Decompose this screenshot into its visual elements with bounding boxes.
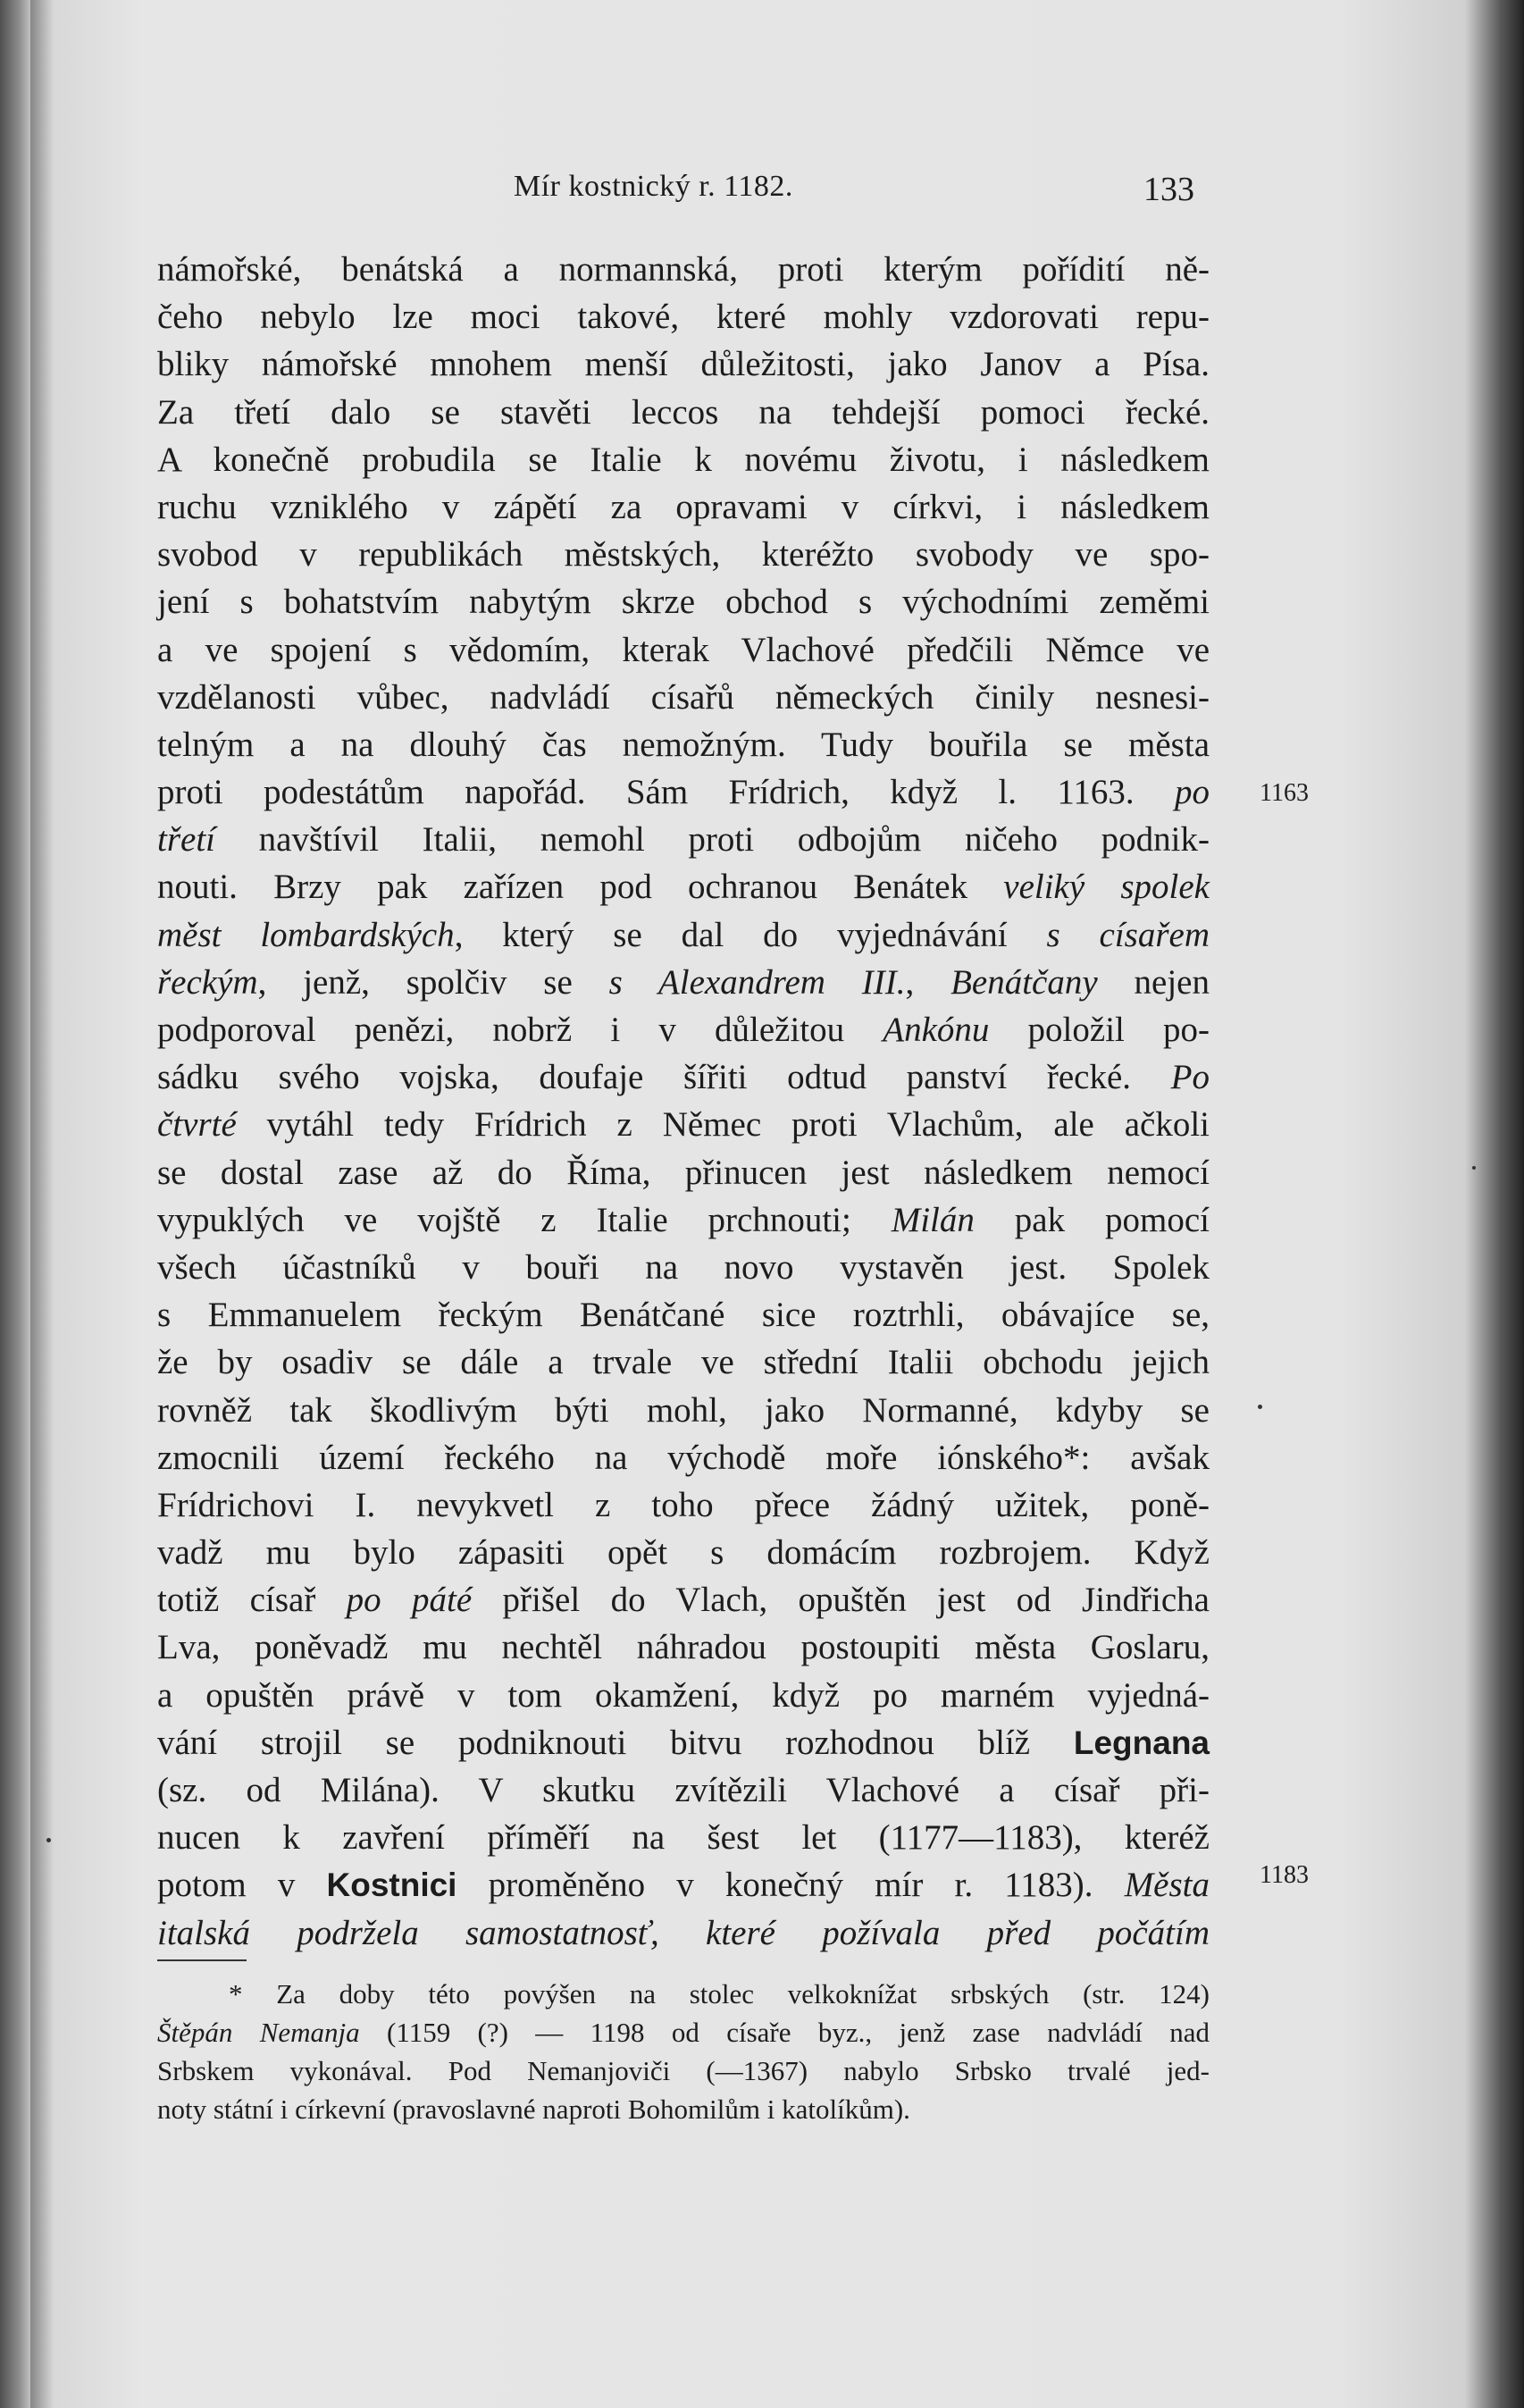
- margin-year-note: 1183: [1260, 1861, 1309, 1889]
- bold-place-name: Kostnici: [326, 1867, 457, 1904]
- body-text: [157, 246, 1210, 1957]
- text-line: svobod v republikách městských, kteréžto svobody ve spo-: [157, 535, 1210, 575]
- text-run: položil po-: [989, 1011, 1210, 1049]
- text-run: totiž císař: [157, 1581, 347, 1620]
- text-line: (sz. od Milána). V skutku zvítězili Vlachové a císař při-: [157, 1771, 1210, 1809]
- text-line: zmocnili území řeckého na východě moře iónského*: avšak: [157, 1438, 1210, 1477]
- italic-run: po páté: [346, 1581, 473, 1620]
- text-line: [157, 1196, 1210, 1244]
- text-line: [157, 1861, 1210, 1909]
- margin-year-note: 1163: [1260, 779, 1309, 807]
- page-header: [0, 170, 1524, 214]
- text-line: [157, 1053, 1210, 1101]
- text-line: a opuštěn právě v tom okamžení, když po marném vyjedná-: [157, 1675, 1210, 1715]
- text-line: [157, 863, 1210, 910]
- text-run: navštívil Italii, nemohl proti odbojům ničeho podnik-: [215, 820, 1210, 860]
- text-run: , který se dal do vyjednávání: [454, 915, 1047, 954]
- text-line: že by osadiv se dále a trvale ve střední Italii obchodu jejich: [157, 1343, 1210, 1382]
- text-line: telným a na dlouhý čas nemožným. Tudy bouřila se města: [157, 725, 1210, 764]
- italic-run: Města: [1124, 1866, 1210, 1905]
- italic-run: s Alexandrem III.: [608, 962, 906, 1002]
- italic-run: s císařem: [1046, 915, 1210, 954]
- bold-place-name: Legnana: [1073, 1724, 1210, 1761]
- text-run: , jenž, spolčiv se: [257, 962, 609, 1002]
- text-run: přišel do Vlach, opuštěn jest od Jindřicha: [472, 1581, 1210, 1620]
- text-line: [157, 1006, 1210, 1053]
- text-run: ,: [905, 962, 951, 1002]
- text-run: nejen: [1097, 962, 1210, 1002]
- text-run: pak pomocí: [974, 1200, 1210, 1239]
- text-line: A konečně probudila se Italie k novému životu, i následkem: [157, 440, 1210, 479]
- footnote-line: noty státní i církevní (pravoslavné naproti Bohomilům i katolíkům).: [157, 2093, 910, 2125]
- italic-run: Benátčany: [950, 962, 1098, 1002]
- footnote-line: [157, 2013, 1210, 2051]
- running-title: Mír kostnický r. 1182.: [514, 170, 793, 203]
- text-line: ruchu vzniklého v zápětí za opravami v církvi, i následkem: [157, 487, 1210, 526]
- scan-speck: [46, 1838, 51, 1842]
- text-line: [157, 1576, 1210, 1624]
- text-run: proti podestátům napořád. Sám Frídrich, když l. 1163.: [157, 773, 1135, 812]
- text-line: čeho nebylo lze moci takové, které mohly vzdorovati repu-: [157, 298, 1210, 337]
- italic-run: třetí: [157, 820, 215, 860]
- text-line: všech účastníků v bouři na novo vystavěn jest. Spolek: [157, 1247, 1210, 1287]
- italic-run: měst lombardských: [157, 915, 455, 954]
- text-line: s Emmanuelem řeckým Benátčané sice roztrhli, obávajíce se,: [157, 1296, 1210, 1335]
- text-line: Za třetí dalo se stavěti leccos na tehdejší pomoci řecké.: [157, 392, 1210, 432]
- footnotes: [157, 1975, 1210, 2128]
- text-line: [157, 768, 1210, 816]
- text-run: nouti. Brzy pak zařízen pod ochranou Benátek: [157, 868, 1004, 907]
- text-line: Lva, poněvadž mu nechtěl náhradou postoupiti města Goslaru,: [157, 1628, 1210, 1667]
- italic-run: italská podržela samostatnosť, které požívala před počátím: [157, 1913, 1210, 1952]
- text-run: vytáhl tedy Frídrich z Němec proti Vlachům, ale ačkoli: [236, 1105, 1210, 1145]
- scan-speck: [1258, 1405, 1262, 1409]
- page-number: 133: [1143, 171, 1194, 208]
- text-line: [157, 1909, 1210, 1957]
- text-line: námořské, benátská a normannská, proti kterým pořídití ně-: [157, 250, 1210, 289]
- text-line: se dostal zase až do Říma, přinucen jest následkem nemocí: [157, 1153, 1210, 1192]
- text-line: a ve spojení s vědomím, kterak Vlachové předčili Němce ve: [157, 630, 1210, 669]
- text-run: podporoval penězi, nobrž i v důležitou: [157, 1011, 883, 1049]
- text-line: nucen k zavření příměří na šest let (1177—1183), kteréž: [157, 1818, 1210, 1858]
- italic-run: Ankónu: [883, 1011, 990, 1049]
- footnote-line: * Za doby této povýšen na stolec velkoknížat srbských (str. 124): [229, 1978, 1210, 2009]
- italic-run: veliký spolek: [1003, 868, 1210, 907]
- text-run: vání strojil se podniknouti bitvu rozhodnou blíž: [157, 1723, 1074, 1762]
- text-line: bliky námořské mnohem menší důležitosti, jako Janov a Písa.: [157, 345, 1210, 384]
- scan-speck: [1472, 1166, 1476, 1170]
- text-run: sádku svého vojska, doufaje šířiti odtud panství řecké.: [157, 1058, 1171, 1097]
- italic-run: čtvrté: [157, 1105, 237, 1145]
- text-line: [157, 816, 1210, 863]
- text-run: potom v: [157, 1866, 327, 1905]
- text-line: vadž mu bylo zápasiti opět s domácím rozbrojem. Když: [157, 1533, 1210, 1573]
- footnote-line: Srbskem vykonával. Pod Nemanjoviči (—1367) nabylo Srbsko trvalé jed-: [157, 2055, 1210, 2086]
- text-line: [157, 1101, 1210, 1148]
- italic-run: Milán: [891, 1200, 975, 1239]
- italic-run: řeckým: [157, 962, 258, 1002]
- text-run: (1159 (?) — 1198 od císaře byz., jenž zase nadvládí nad: [359, 2017, 1210, 2048]
- text-line: vzdělanosti vůbec, nadvládí císařů německých činily nesnesi-: [157, 677, 1210, 717]
- italic-run: Po: [1170, 1058, 1210, 1097]
- text-line: Frídrichovi I. nevykvetl z toho přece žádný užitek, poně-: [157, 1485, 1210, 1524]
- text-line: [157, 1719, 1210, 1766]
- text-run: proměněno v konečný mír r. 1183).: [456, 1866, 1125, 1905]
- text-line: rovněž tak škodlivým býti mohl, jako Normanné, kdyby se: [157, 1390, 1210, 1430]
- text-line: [157, 959, 1210, 1006]
- text-run: vypuklých ve vojště z Italie prchnouti;: [157, 1200, 892, 1239]
- italic-run: Štěpán Nemanja: [157, 2017, 360, 2048]
- text-line: jení s bohatstvím nabytým skrze obchod s východními zeměmi: [157, 583, 1210, 622]
- footnote-separator: [157, 1959, 247, 1961]
- italic-run: po: [1175, 773, 1210, 812]
- text-line: [157, 911, 1210, 959]
